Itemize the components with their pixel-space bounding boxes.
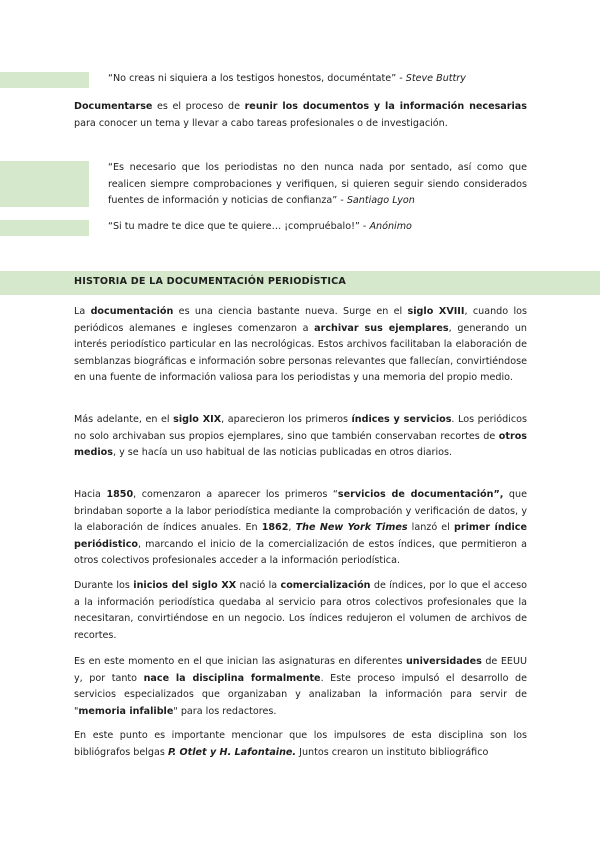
quote-lyon: “Es necesario que los periodistas no den nunca nada por sentado, así como que realicen siempre comprobaciones y verifiquen, si quieren seguir siendo considerados fuentes de información y noticias de confianza” - Santiago Lyon [108,162,527,207]
history-paragraph-4: Durante los inicios del siglo XX nació la comercialización de índices, por lo que el acceso a la información periodística quedaba al servicio para otros colectivos profesionales que la necesitaran, convirtiéndose en un negocio. Los índices redujeron el volumen de archivos de recortes. [74,580,528,641]
history-paragraph-3: Hacia 1850, comenzaron a aparecer los primeros “servicios de documentación”, que brindaban soporte a la labor periodística mediante la comprobación y verificación de datos, y la elaboración de índices anuales. En 1862, The New York Times lanzó el primer índice periódistico, marcando el inicio de la comercialización de estos índices, que permitieron a otros colectivos profesionales acceder a la información periodística. [74,489,527,567]
quote-anonimo: “Si tu madre te dice que te quiere… ¡compruébalo!” - Anónimo [108,221,412,232]
quote-bar [0,161,89,207]
section-title: HISTORIA DE LA DOCUMENTACIÓN PERIODÍSTICA [74,276,347,287]
quote-bar [0,72,89,88]
history-paragraph-5: Es en este momento en el que inician las asignaturas en diferentes universidades de EEUU y, por tanto nace la disciplina formalmente. Este proceso impulsó el desarrollo de servicios especializados que organizaban y analizaban la información para servir de "memoria infalible" para los redactores. [74,656,527,717]
section-heading [0,271,600,295]
history-paragraph-6: En este punto es importante mencionar que los impulsores de esta disciplina son los bibliógrafos belgas P. Otlet y H. Lafontaine. Juntos crearon un instituto bibliográfico [74,730,527,758]
history-paragraph-2: Más adelante, en el siglo XIX, aparecieron los primeros índices y servicios. Los periódicos no solo archivaban sus propios ejemplares, sino que también conservaban recortes de otros medios, y se hacía un uso habitual de las noticias publicadas en otros diarios. [74,414,528,459]
quote-buttry: “No creas ni siquiera a los testigos honestos, documéntate” - Steve Buttry [108,73,466,84]
quote-bar [0,220,89,236]
definition-paragraph: Documentarse es el proceso de reunir los documentos y la información necesarias para conocer un tema y llevar a cabo tareas profesionales o de investigación. [74,101,527,129]
history-paragraph-1: La documentación es una ciencia bastante nueva. Surge en el siglo XVIII, cuando los periódicos alemanes e ingleses comenzaron a archivar sus ejemplares, generando un interés periodístico particular en las necrológicas. Estos archivos facilitaban la elaboración de semblanzas biográficas e información sobre personas relevantes que fallecían, convirtiéndose en una fuente de información valiosa para los periodistas y una memoria del propio medio. [74,306,527,384]
